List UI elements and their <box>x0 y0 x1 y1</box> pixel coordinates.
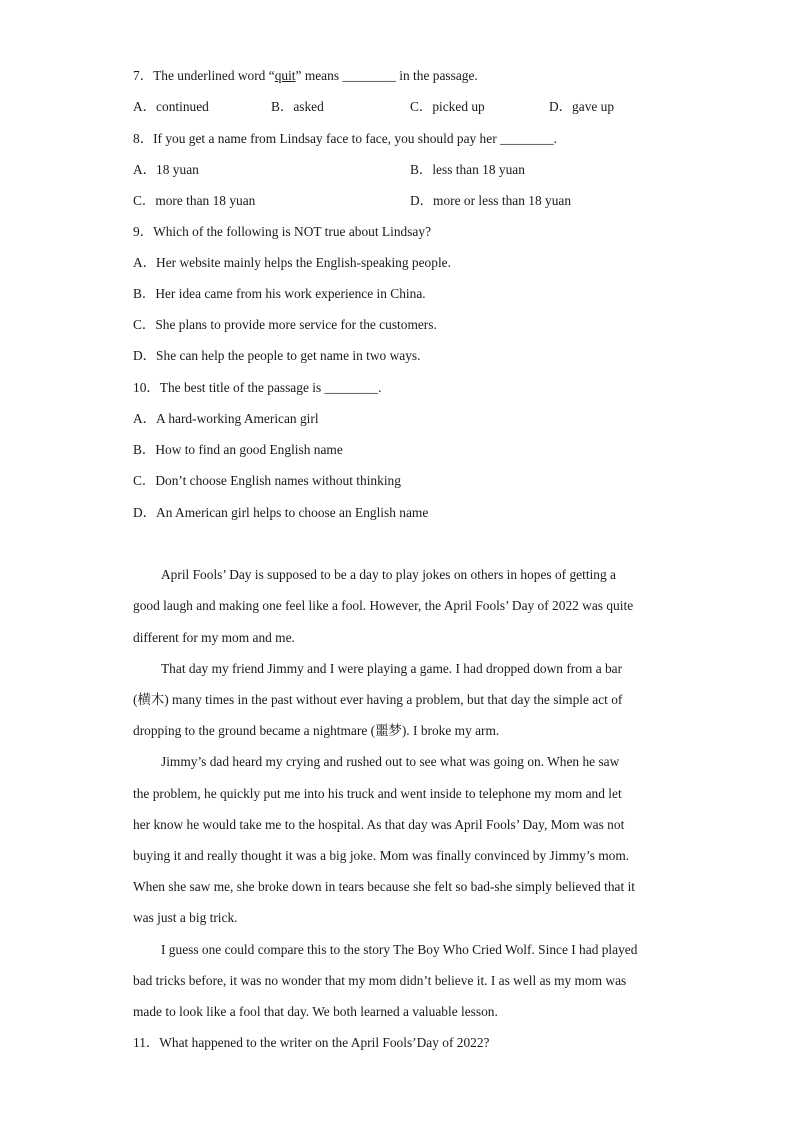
q8-option-c: C．more than 18 yuan <box>133 193 256 208</box>
q7-stem-before: 7．The underlined word “ <box>133 68 275 83</box>
passage-line: That day my friend Jimmy and I were playing a game. I had dropped down from a bar <box>161 661 623 676</box>
q9-option-c: C．She plans to provide more service for the customers. <box>133 317 437 332</box>
q10-option-d: D．An American girl helps to choose an English name <box>133 505 429 520</box>
q7-underlined-word: quit <box>274 68 296 83</box>
passage-line: different for my mom and me. <box>133 630 295 645</box>
q8-option-a: A．18 yuan <box>133 162 199 177</box>
q9-option-b: B．Her idea came from his work experience in China. <box>133 286 426 301</box>
question-11-stem: 11．What happened to the writer on the April Fools’Day of 2022? <box>133 1035 490 1050</box>
q7-option-a: A．continued <box>133 99 209 114</box>
passage-line: her know he would take me to the hospital. As that day was April Fools’ Day, Mom was not <box>133 817 625 832</box>
question-8-stem: 8．If you get a name from Lindsay face to face, you should pay her ________. <box>133 131 557 146</box>
q10-option-a: A．A hard-working American girl <box>133 411 319 426</box>
passage-line: was just a big trick. <box>133 910 238 925</box>
q9-option-d: D．She can help the people to get name in two ways. <box>133 348 421 363</box>
passage-line: April Fools’ Day is supposed to be a day to play jokes on others in hopes of getting a <box>161 567 616 582</box>
q7-option-d: D．gave up <box>549 99 615 114</box>
passage-line: bad tricks before, it was no wonder that my mom didn’t believe it. I as well as my mom was <box>133 973 627 988</box>
passage-line: When she saw me, she broke down in tears because she felt so bad-she simply believed that it <box>133 879 636 894</box>
q8-option-b: B．less than 18 yuan <box>410 162 525 177</box>
passage-line: buying it and really thought it was a big joke. Mom was finally convinced by Jimmy’s mom. <box>133 848 630 863</box>
question-7-stem <box>133 66 478 86</box>
passage-line: made to look like a fool that day. We both learned a valuable lesson. <box>133 1004 498 1019</box>
passage-line: Jimmy’s dad heard my crying and rushed out to see what was going on. When he saw <box>161 754 620 769</box>
q7-option-c: C．picked up <box>410 99 485 114</box>
passage-line: (横木) many times in the past without ever having a problem, but that day the simple act of <box>133 692 623 707</box>
question-9-stem: 9．Which of the following is NOT true about Lindsay? <box>133 224 432 239</box>
q7-stem-after: ” means ________ in the passage. <box>295 68 478 83</box>
q10-option-c: C．Don’t choose English names without thinking <box>133 473 401 488</box>
q7-option-b: B．asked <box>271 99 324 114</box>
passage-line: good laugh and making one feel like a fool. However, the April Fools’ Day of 2022 was quite <box>133 598 634 613</box>
q10-option-b: B．How to find an good English name <box>133 442 343 457</box>
passage-line: I guess one could compare this to the story The Boy Who Cried Wolf. Since I had played <box>161 942 638 957</box>
passage-line: dropping to the ground became a nightmare (噩梦). I broke my arm. <box>133 723 500 738</box>
q8-option-d: D．more or less than 18 yuan <box>410 193 572 208</box>
passage-line: the problem, he quickly put me into his truck and went inside to telephone my mom and let <box>133 786 622 801</box>
q9-option-a: A．Her website mainly helps the English-speaking people. <box>133 255 451 270</box>
question-10-stem: 10．The best title of the passage is ________. <box>133 380 382 395</box>
